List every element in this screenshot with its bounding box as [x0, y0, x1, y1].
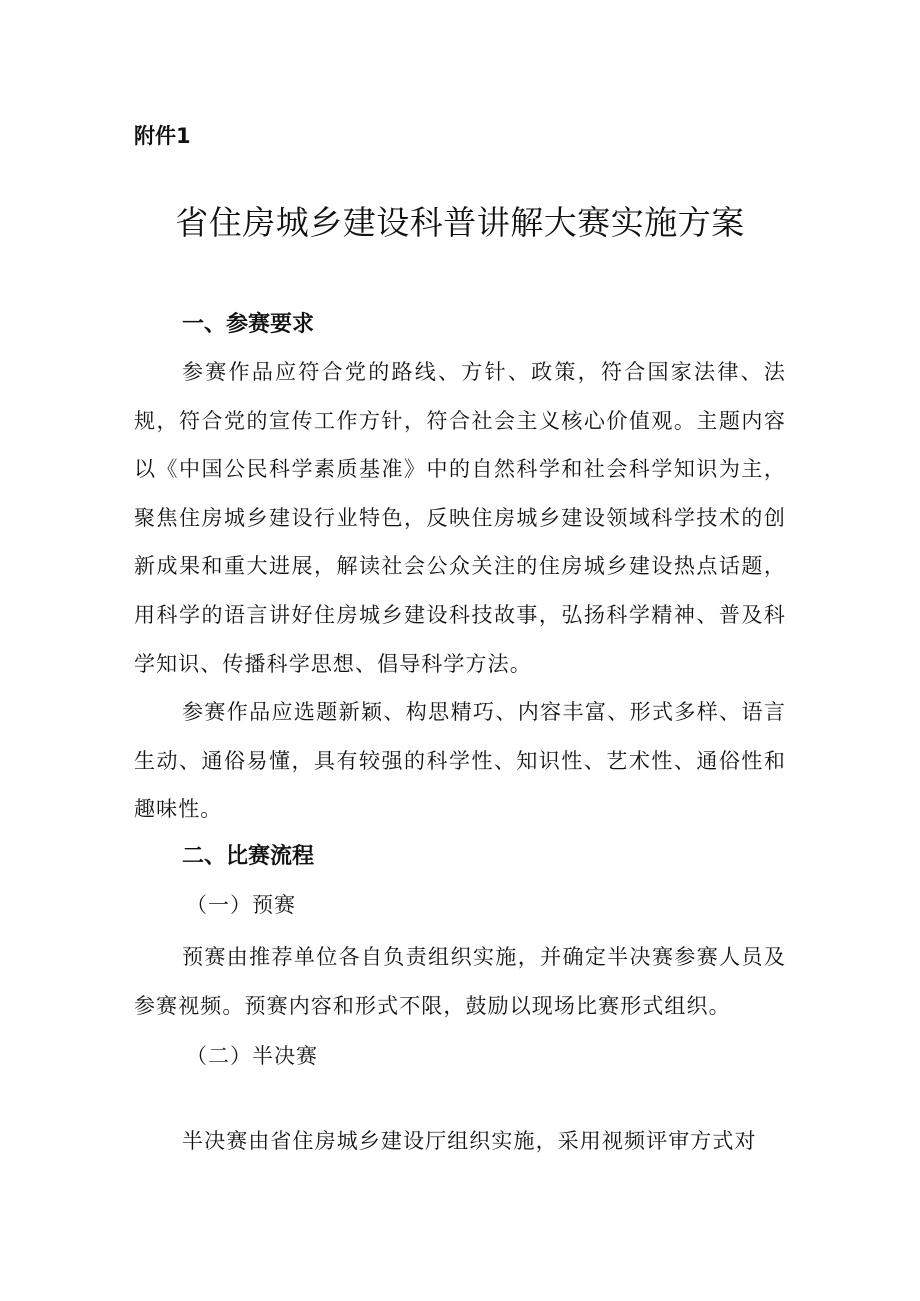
section-heading-requirements: 一、参赛要求	[182, 312, 315, 337]
section-heading-process: 二、比赛流程	[182, 844, 315, 869]
paragraph-requirements-style: 参赛作品应选题新颖、构思精巧、内容丰富、形式多样、语言生动、通俗易懂，具有较强的科学性、知识性、艺术性、通俗性和趣味性。	[134, 700, 786, 822]
attachment-label: 附件1	[134, 124, 191, 148]
subheading-preliminary: （一）预赛	[186, 893, 296, 917]
paragraph-requirements-content: 参赛作品应符合党的路线、方针、政策，符合国家法律、法规，符合党的宣传工作方针，符合社会主义核心价值观。主题内容以《中国公民科学素质基准》中的自然科学和社会科学知识为主，聚焦住房城乡建设行业特色，反映住房城乡建设领域科学技术的创新成果和重大进展，解读社会公众关注的住房城乡建设热点话题，用科学的语言讲好住房城乡建设科技故事，弘扬科学精神、普及科学知识、传播科学思想、倡导科学方法。	[134, 360, 786, 676]
paragraph-preliminary: 预赛由推荐单位各自负责组织实施，并确定半决赛参赛人员及参赛视频。预赛内容和形式不限，鼓励以现场比赛形式组织。	[134, 945, 786, 1018]
subheading-semifinal: （二）半决赛	[186, 1044, 318, 1068]
paragraph-semifinal: 半决赛由省住房城乡建设厅组织实施，采用视频评审方式对	[182, 1129, 757, 1153]
document-title: 省住房城乡建设科普讲解大赛实施方案	[175, 203, 745, 242]
